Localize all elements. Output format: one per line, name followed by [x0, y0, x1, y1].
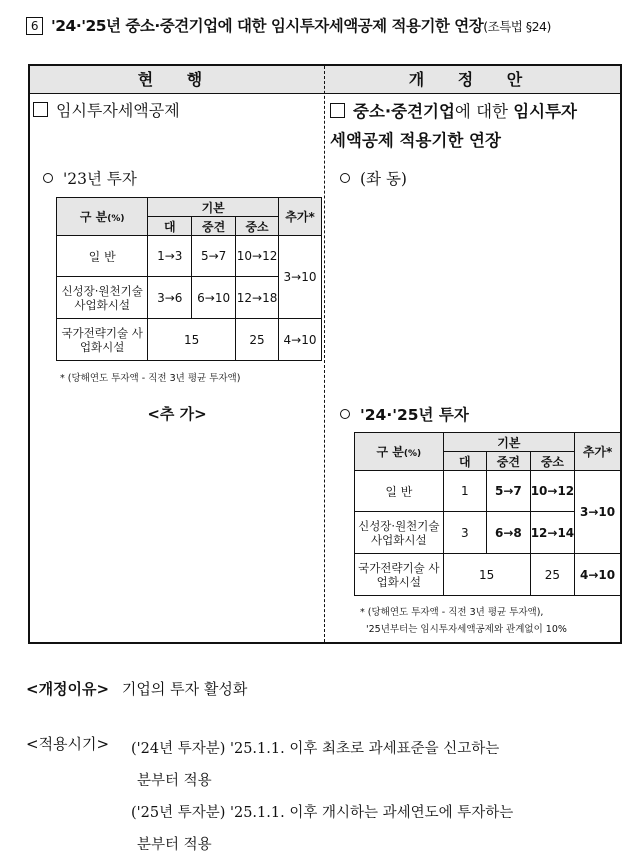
- row-label: 신성장·원천기술 사업화시설: [355, 512, 444, 554]
- circle-bullet-icon: [340, 173, 350, 183]
- table-row: 신성장·원천기술 사업화시설 3 6→8 12→14: [355, 512, 621, 554]
- section-number: 6: [26, 17, 43, 35]
- row-label: 일 반: [57, 236, 148, 277]
- checkbox-square-icon: [33, 102, 48, 117]
- circle-bullet-icon: [43, 173, 53, 183]
- column-header-current: 현 행: [137, 70, 217, 89]
- current-sub-item: '23년 투자: [43, 167, 137, 189]
- row-label: 국가전략기술 사업화시설: [355, 554, 444, 596]
- table-row: 일 반 1 5→7 10→12 3→10: [355, 471, 621, 512]
- table-row: 일 반 1→3 5→7 10→12 3→10: [57, 236, 322, 277]
- row-label: 신성장·원천기술 사업화시설: [57, 277, 148, 319]
- table-row: 신성장·원천기술 사업화시설 3→6 6→10 12→18: [57, 277, 322, 319]
- timing-line-1: ('24년 투자분) '25.1.1. 이후 최초로 과세표준을 신고하는: [131, 741, 500, 757]
- table-subheader-mid: 중견: [487, 452, 531, 471]
- law-reference: (조특법 §24): [483, 19, 551, 34]
- table-row: 국가전략기술 사업화시설 15 25 4→10: [355, 554, 621, 596]
- table-subheader-mid: 중견: [192, 217, 236, 236]
- table-row: 국가전략기술 사업화시설 15 25 4→10: [57, 319, 322, 361]
- row-label: 국가전략기술 사업화시설: [57, 319, 148, 361]
- section-title: '24·'25년 중소·중견기업에 대한 임시투자세액공제 적용기한 연장: [51, 17, 484, 35]
- reason-text: 기업의 투자 활성화: [121, 680, 248, 698]
- table-header-category: 구 분(%): [355, 433, 444, 471]
- revised-sub-item: (좌 동): [340, 167, 407, 189]
- row-label: 일 반: [355, 471, 444, 512]
- table-header-additional: 추가*: [575, 433, 621, 471]
- column-divider: [324, 66, 325, 642]
- table-subheader-large: 대: [443, 452, 486, 471]
- timing-line-1-cont: 분부터 적용: [137, 773, 212, 789]
- current-addition: <추 가>: [147, 405, 207, 423]
- checkbox-square-icon: [330, 103, 345, 118]
- table-subheader-large: 대: [148, 217, 192, 236]
- current-item: 임시투자세액공제: [33, 98, 180, 121]
- table-subheader-small: 중소: [236, 217, 279, 236]
- table-header-base: 기본: [148, 198, 279, 217]
- column-header-revised: 개 정 안: [408, 70, 537, 89]
- timing-line-2-cont: 분부터 적용: [137, 837, 212, 853]
- timing-line-2: ('25년 투자분) '25.1.1. 이후 개시하는 과세연도에 투자하는: [131, 805, 514, 821]
- timing-label: <적용시기>: [26, 735, 110, 753]
- reason-block: [26, 678, 247, 699]
- current-rate-table: [56, 197, 322, 361]
- revised-footnote-1: * (당해연도 투자액 - 직전 3년 평균 투자액),: [360, 607, 544, 618]
- additional-merged-cell: 3→10: [279, 236, 322, 319]
- timing-text: [131, 733, 626, 861]
- revised-footnote-2: '25년부터는 임시투자세액공제와 관계없이 10%: [366, 624, 567, 635]
- circle-bullet-icon: [340, 409, 350, 419]
- section-heading: [26, 14, 551, 36]
- revised-item: 중소·중견기업에 대한 임시투자 세액공제 적용기한 연장: [330, 102, 577, 150]
- reason-label: <개정이유>: [26, 680, 110, 698]
- additional-merged-cell: 3→10: [575, 471, 621, 554]
- revised-sub-item-2: '24·'25년 투자: [340, 403, 469, 425]
- revised-rate-table: [354, 432, 621, 596]
- table-subheader-small: 중소: [530, 452, 574, 471]
- table-header-additional: 추가*: [279, 198, 322, 236]
- current-footnote: * (당해연도 투자액 - 직전 3년 평균 투자액): [60, 373, 241, 384]
- table-header-base: 기본: [443, 433, 575, 452]
- table-header-category: 구 분(%): [57, 198, 148, 236]
